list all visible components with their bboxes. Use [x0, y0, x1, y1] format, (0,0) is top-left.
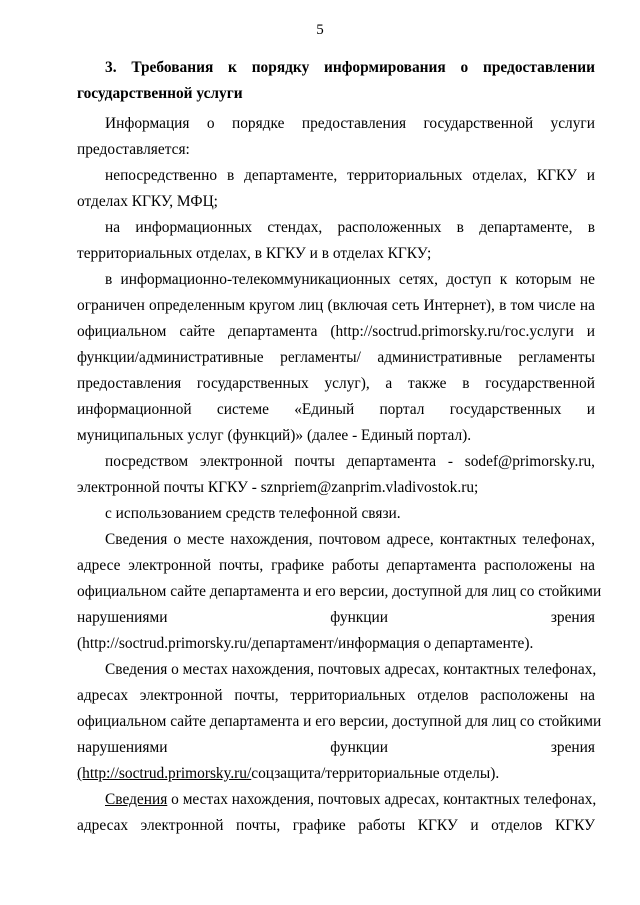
- paragraph-line: адресах электронной почты, графике работы КГКУ и отделов КГКУ: [77, 817, 595, 834]
- paragraph-line: [77, 605, 595, 631]
- paragraph-word: нарушениями: [77, 609, 168, 626]
- paragraph-line: посредством электронной почты департамента - sodef@primorsky.ru,: [105, 453, 595, 470]
- paragraph-line: муниципальных услуг (функций)» (далее - Единый портал).: [77, 427, 472, 444]
- url-link[interactable]: (http://soctrud.primorsky.ru/: [77, 765, 252, 782]
- paragraph-line: [77, 735, 595, 761]
- paragraph-line: адресах электронной почты, территориальных отделов расположены на: [77, 687, 595, 704]
- paragraph-word: зрения: [550, 739, 595, 756]
- paragraph-text: о местах нахождения, почтовых адресах, контактных телефонах,: [167, 791, 597, 808]
- paragraph-line: Сведения о местах нахождения, почтовых адресах, контактных телефонах,: [105, 661, 597, 678]
- paragraph-word: функции: [330, 739, 388, 756]
- paragraph-line: предоставляется:: [77, 141, 190, 158]
- paragraph-word: функции: [330, 609, 388, 626]
- section-heading-line-1: 3. Требования к порядку информирования о предоставлении: [105, 59, 595, 76]
- paragraph-line: Информация о порядке предоставления государственной услуги: [105, 115, 595, 132]
- paragraph-line: ограничен определенным кругом лиц (включая сеть Интернет), в том числе на: [77, 297, 595, 314]
- paragraph-line: отделах КГКУ, МФЦ;: [77, 193, 218, 210]
- page-number: 5: [316, 22, 324, 38]
- paragraph-line: Сведения о месте нахождения, почтовом адресе, контактных телефонах,: [105, 531, 595, 548]
- paragraph-word: зрения: [550, 609, 595, 626]
- section-heading-line-2: государственной услуги: [77, 85, 243, 102]
- paragraph-text: соцзащита/территориальные отделы).: [251, 765, 500, 782]
- paragraph-line: официальном сайте департамента и его версии, доступной для лиц со стойкими: [77, 583, 602, 600]
- paragraph-line: информационной системе «Единый портал государственных и: [77, 401, 595, 418]
- paragraph-line: (http://soctrud.primorsky.ru/департамент/информация о департаменте).: [77, 635, 534, 652]
- paragraph-line: электронной почты КГКУ - sznpriem@zanprim.vladivostok.ru;: [77, 479, 479, 496]
- paragraph-line: территориальных отделах, в КГКУ и в отделах КГКУ;: [77, 245, 432, 262]
- paragraph-line: непосредственно в департаменте, территориальных отделах, КГКУ и: [105, 167, 595, 184]
- document-body: [77, 55, 602, 839]
- paragraph-line: адресе электронной почты, графике работы департамента расположены на: [77, 557, 595, 574]
- paragraph-line: официальном сайте департамента и его версии, доступной для лиц со стойкими: [77, 713, 602, 730]
- underlined-word: Сведения: [105, 791, 168, 808]
- paragraph-line: с использованием средств телефонной связи.: [105, 505, 401, 522]
- paragraph-word: нарушениями: [77, 739, 168, 756]
- paragraph-line: предоставления государственных услуг), а также в государственной: [77, 375, 595, 392]
- paragraph-line: функции/административные регламенты/ административные регламенты: [77, 349, 595, 366]
- paragraph-line: официальном сайте департамента (http://soctrud.primorsky.ru/гос.услуги и: [77, 323, 595, 340]
- paragraph-line: [77, 787, 595, 813]
- paragraph-line: на информационных стендах, расположенных в департаменте, в: [105, 219, 595, 236]
- paragraph-line: [77, 761, 595, 787]
- paragraph-line: в информационно-телекоммуникационных сетях, доступ к которым не: [105, 271, 595, 288]
